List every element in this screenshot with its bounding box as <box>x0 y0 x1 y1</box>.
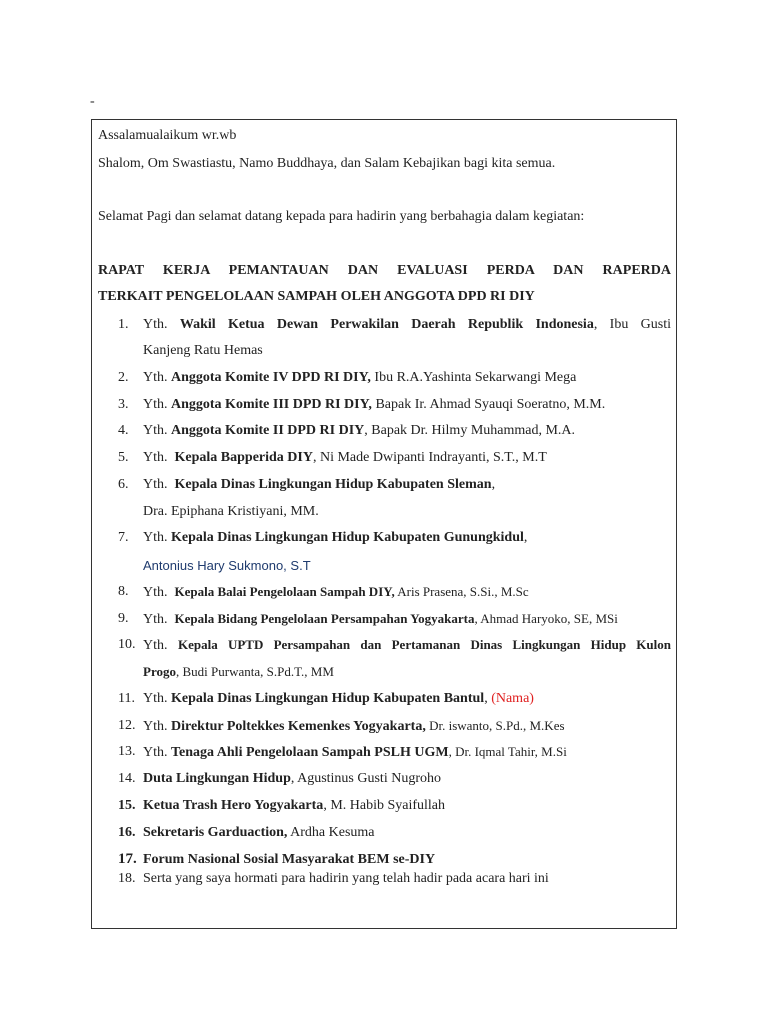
list-item: Yth. Kepala Bidang Pengelolaan Persampahan Yogyakarta, Ahmad Haryoko, SE, MSi <box>143 611 618 627</box>
list-item: Yth. Kepala Bapperida DIY, Ni Made Dwipanti Indrayanti, S.T., M.T <box>143 450 547 465</box>
list-number: 6. <box>118 477 129 492</box>
list-item: Yth. Anggota Komite IV DPD RI DIY, Ibu R.A.Yashinta Sekarwangi Mega <box>143 370 577 385</box>
list-item <box>143 852 435 868</box>
item-title: Tenaga Ahli Pengelolaan Sampah PSLH UGM <box>171 745 449 760</box>
item-title: Kepala Balai Pengelolaan Sampah DIY, <box>174 584 395 599</box>
item-title: Kepala Dinas Lingkungan Hidup Kabupaten Gunungkidul <box>171 530 524 545</box>
list-number: 16. <box>118 825 136 840</box>
list-number: 12. <box>118 718 136 733</box>
list-item: Yth. Direktur Poltekkes Kemenkes Yogyakarta, Dr. iswanto, S.Pd., M.Kes <box>143 718 565 734</box>
list-item: Yth. Anggota Komite II DPD RI DIY, Bapak Dr. Hilmy Muhammad, M.A. <box>143 423 576 438</box>
list-item: Sekretaris Garduaction, Ardha Kesuma <box>143 825 375 840</box>
item-title: Forum Nasional Sosial Masyarakat BEM se-DIY <box>143 852 436 867</box>
item-title: Anggota Komite III DPD RI DIY, <box>171 397 372 412</box>
item-title: Anggota Komite IV DPD RI DIY, <box>171 370 371 385</box>
item-title: Ketua Trash Hero Yogyakarta <box>143 798 324 813</box>
event-title-line-1: RAPAT KERJA PEMANTAUAN DAN EVALUASI PERDA DAN RAPERDA <box>98 263 671 278</box>
list-item: Yth. Kepala Dinas Lingkungan Hidup Kabupaten Sleman, <box>143 477 496 492</box>
list-number: 3. <box>118 397 129 412</box>
welcome-line: Selamat Pagi dan selamat datang kepada para hadirin yang berbahagia dalam kegiatan: <box>98 209 585 224</box>
greeting-interfaith: Shalom, Om Swastiastu, Namo Buddhaya, dan Salam Kebajikan bagi kita semua. <box>98 156 556 171</box>
list-number: 13. <box>118 744 136 759</box>
list-item: Yth. Anggota Komite III DPD RI DIY, Bapak Ir. Ahmad Syauqi Soeratno, M.M. <box>143 397 606 412</box>
list-item: Ketua Trash Hero Yogyakarta, M. Habib Syaifullah <box>143 798 446 813</box>
list-number: 7. <box>118 530 129 545</box>
list-item: Yth. Kepala Dinas Lingkungan Hidup Kabupaten Gunungkidul, <box>143 530 528 545</box>
item-title: Kepala Dinas Lingkungan Hidup Kabupaten Sleman <box>174 477 492 492</box>
list-item-continuation: Progo, Budi Purwanta, S.Pd.T., MM <box>143 664 334 679</box>
item-title: Duta Lingkungan Hidup <box>143 771 291 786</box>
list-item-continuation: Kanjeng Ratu Hemas <box>143 343 263 358</box>
item-title: Kepala Bidang Pengelolaan Persampahan Yogyakarta <box>174 611 475 626</box>
placeholder-name: (Nama) <box>491 691 534 706</box>
greeting: Assalamualaikum wr.wb <box>98 128 237 143</box>
list-item: Yth. Kepala UPTD Persampahan dan Pertamanan Dinas Lingkungan Hidup Kulon <box>143 637 671 653</box>
list-item: Serta yang saya hormati para hadirin yang telah hadir pada acara hari ini <box>143 871 549 886</box>
list-number: 9. <box>118 611 129 626</box>
list-number: 17. <box>118 851 137 867</box>
list-number: 2. <box>118 370 129 385</box>
speech-text-box <box>91 119 677 929</box>
list-number: 15. <box>118 798 136 813</box>
item-title: Direktur Poltekkes Kemenkes Yogyakarta, <box>171 719 426 734</box>
item-title: Kepala Bapperida DIY <box>174 450 313 465</box>
list-number: 14. <box>118 771 136 786</box>
list-item: Yth. Tenaga Ahli Pengelolaan Sampah PSLH UGM, Dr. Iqmal Tahir, M.Si <box>143 744 567 760</box>
item-title: Wakil Ketua Dewan Perwakilan Daerah Republik Indonesia <box>179 317 594 332</box>
list-number: 1. <box>118 317 129 332</box>
item-title: Sekretaris Garduaction, <box>143 825 288 840</box>
list-item: Yth. Wakil Ketua Dewan Perwakilan Daerah Republik Indonesia, Ibu Gusti <box>143 317 672 332</box>
event-title-line-2: TERKAIT PENGELOLAAN SAMPAH OLEH ANGGOTA DPD RI DIY <box>98 289 535 304</box>
list-item: Yth. Kepala Dinas Lingkungan Hidup Kabupaten Bantul, (Nama) <box>143 691 534 706</box>
item-title: Kepala UPTD Persampahan dan Pertamanan Dinas Lingkungan Hidup Kulon <box>178 637 671 652</box>
list-item: Yth. Kepala Balai Pengelolaan Sampah DIY, Aris Prasena, S.Si., M.Sc <box>143 584 529 600</box>
item-title: Anggota Komite II DPD RI DIY <box>171 423 365 438</box>
list-number: 10. <box>118 637 136 652</box>
list-number: 4. <box>118 423 129 438</box>
list-item-continuation: Antonius Hary Sukmono, S.T <box>143 558 311 573</box>
list-number: 5. <box>118 450 129 465</box>
list-number: 18. <box>118 871 136 886</box>
list-number: 8. <box>118 584 129 599</box>
list-number: 11. <box>118 691 135 706</box>
list-item: Duta Lingkungan Hidup, Agustinus Gusti Nugroho <box>143 771 441 786</box>
item-title: Kepala Dinas Lingkungan Hidup Kabupaten Bantul <box>171 691 485 706</box>
list-item-continuation: Dra. Epiphana Kristiyani, MM. <box>143 504 319 519</box>
stray-dash: - <box>90 94 95 109</box>
